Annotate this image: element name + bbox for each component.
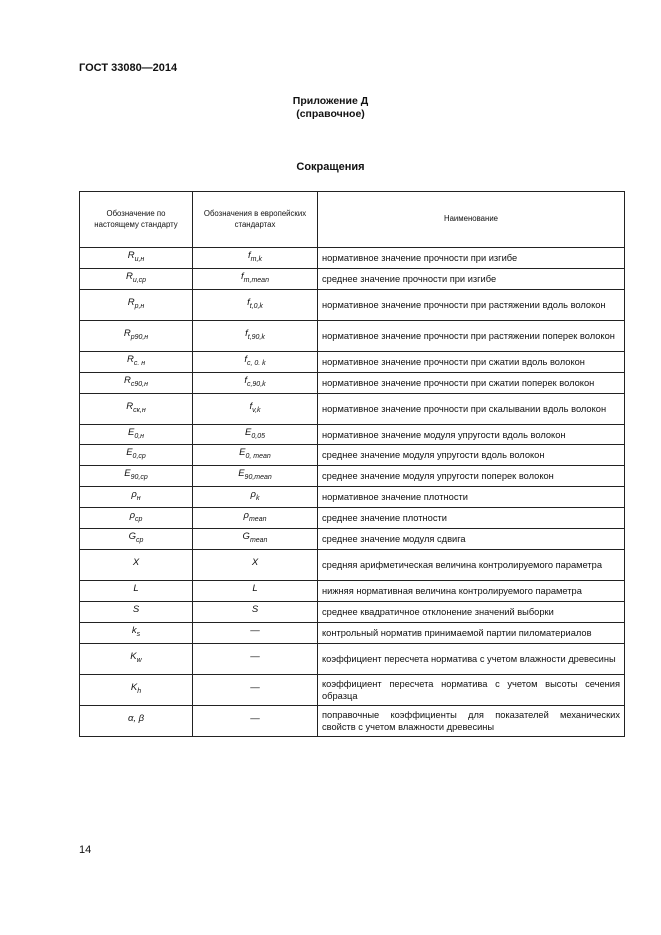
table-row <box>80 643 625 674</box>
term-name: нормативное значение плотности <box>318 487 625 508</box>
symbol-subscript: m,mean <box>243 276 269 284</box>
symbol-subscript: m,k <box>250 255 262 263</box>
term-name: среднее значение модуля упругости поперек волокон <box>318 466 625 487</box>
national-symbol <box>80 424 193 445</box>
symbol-base: R <box>126 353 134 365</box>
national-symbol <box>80 268 193 289</box>
symbol-base: K <box>130 650 137 662</box>
term-name: средняя арифметическая величина контролируемого параметра <box>318 549 625 580</box>
table-row <box>80 580 625 601</box>
appendix-title: Приложение Д <box>292 95 369 107</box>
symbol-base: K <box>130 681 138 693</box>
term-name: среднее значение модуля упругости вдоль волокон <box>318 445 625 466</box>
symbol-subscript: ск,н <box>133 406 146 414</box>
symbol-subscript: u,н <box>134 255 145 263</box>
symbol-subscript: u,ср <box>132 276 147 284</box>
national-symbol <box>80 372 193 393</box>
symbol-base: f <box>245 327 248 339</box>
symbol-base: X <box>132 556 140 568</box>
symbol-subscript: 0, mean <box>245 453 271 461</box>
symbol-base: E <box>245 426 252 438</box>
symbol-base: R <box>125 270 133 282</box>
european-symbol <box>193 372 318 393</box>
appendix-subtitle: (справочное) <box>296 108 365 120</box>
national-symbol <box>80 248 193 269</box>
symbol-base: G <box>128 531 136 543</box>
symbol-subscript: h <box>137 687 142 695</box>
national-symbol <box>80 674 193 705</box>
symbol-base: f <box>244 374 247 386</box>
european-symbol <box>193 705 318 736</box>
national-symbol <box>80 351 193 372</box>
term-name: среднее квадратичное отклонение значений выборки <box>318 601 625 622</box>
symbol-subscript: c90,н <box>130 380 148 388</box>
page-number: 14 <box>79 844 92 856</box>
table-row <box>80 466 625 487</box>
symbol-subscript: c. н <box>133 359 146 367</box>
symbol-base: E <box>127 426 135 438</box>
term-name: нормативное значение прочности при растяжении вдоль волокон <box>318 289 625 320</box>
european-symbol <box>193 529 318 550</box>
table-header-row <box>80 192 625 248</box>
european-symbol <box>193 424 318 445</box>
symbol-subscript: v,k <box>252 406 261 414</box>
symbol-subscript: н <box>136 495 141 503</box>
appendix-heading <box>0 95 661 121</box>
symbol-base: G <box>242 531 250 543</box>
symbol-base: S <box>132 603 140 615</box>
national-symbol <box>80 466 193 487</box>
european-symbol <box>193 643 318 674</box>
table-row <box>80 601 625 622</box>
european-symbol <box>193 289 318 320</box>
table-row <box>80 674 625 705</box>
symbol-base: f <box>247 296 250 308</box>
symbol-base: E <box>239 447 246 459</box>
term-name: нормативное значение прочности при сжатии вдоль волокон <box>318 351 625 372</box>
national-symbol <box>80 601 193 622</box>
symbol-subscript: 0,н <box>134 432 145 440</box>
term-name: контрольный норматив принимаемой партии пиломатериалов <box>318 622 625 643</box>
symbol-base: L <box>133 582 139 594</box>
symbol-subscript: s <box>136 630 141 638</box>
symbol-base: — <box>250 624 260 636</box>
symbol-base: S <box>251 603 259 615</box>
national-symbol <box>80 549 193 580</box>
national-symbol <box>80 487 193 508</box>
symbol-base: — <box>250 681 260 693</box>
term-name: среднее значение плотности <box>318 508 625 529</box>
table-row <box>80 248 625 269</box>
table-row <box>80 705 625 736</box>
term-name: поправочные коэффициенты для показателей механических свойств с учетом влажности древесины <box>318 705 625 736</box>
symbol-base: f <box>249 400 253 412</box>
symbol-base: R <box>127 250 135 261</box>
national-symbol <box>80 529 193 550</box>
symbol-base: E <box>126 447 133 459</box>
european-symbol <box>193 320 318 351</box>
european-symbol <box>193 445 318 466</box>
table-row <box>80 320 625 351</box>
term-name: среднее значение прочности при изгибе <box>318 268 625 289</box>
symbol-base: R <box>126 400 134 412</box>
national-symbol <box>80 320 193 351</box>
header-national-designation: Обозначение по настоящему стандарту <box>80 192 193 248</box>
table-body <box>80 248 625 737</box>
table-row <box>80 351 625 372</box>
european-symbol <box>193 674 318 705</box>
national-symbol <box>80 643 193 674</box>
european-symbol <box>193 393 318 424</box>
table-row <box>80 289 625 320</box>
section-title: Сокращения <box>296 161 365 173</box>
table-row <box>80 529 625 550</box>
table-row <box>80 268 625 289</box>
national-symbol <box>80 445 193 466</box>
table-row <box>80 393 625 424</box>
symbol-subscript: p90,н <box>130 333 149 341</box>
symbol-subscript: mean <box>249 536 268 544</box>
symbol-subscript: t,90,k <box>247 333 265 341</box>
table-row <box>80 549 625 580</box>
symbol-base: R <box>124 374 131 386</box>
national-symbol <box>80 705 193 736</box>
symbol-base: L <box>252 582 258 594</box>
national-symbol <box>80 622 193 643</box>
symbol-subscript: 90,ср <box>130 474 148 482</box>
european-symbol <box>193 466 318 487</box>
symbol-subscript: c,90,k <box>246 380 266 388</box>
symbol-subscript: p,н <box>134 302 145 310</box>
national-symbol <box>80 289 193 320</box>
national-symbol <box>80 580 193 601</box>
symbol-subscript: 90,mean <box>244 474 272 482</box>
symbol-subscript: k <box>255 495 260 503</box>
term-name: коэффициент пересчета норматива с учетом высоты сечения образца <box>318 674 625 705</box>
symbol-base: ρ <box>131 489 137 501</box>
symbol-base: k <box>131 624 137 636</box>
document-code: ГОСТ 33080—2014 <box>79 62 178 74</box>
european-symbol <box>193 601 318 622</box>
symbol-base: E <box>238 468 245 480</box>
term-name: нормативное значение прочности при растяжении поперек волокон <box>318 320 625 351</box>
european-symbol <box>193 622 318 643</box>
table-row <box>80 424 625 445</box>
table-row <box>80 372 625 393</box>
symbol-subscript: 0,05 <box>251 432 265 440</box>
symbol-subscript: mean <box>248 516 267 524</box>
term-name: нормативное значение модуля упругости вдоль волокон <box>318 424 625 445</box>
term-name: нижняя нормативная величина контролируемого параметра <box>318 580 625 601</box>
table-row <box>80 445 625 466</box>
symbol-base: — <box>250 712 260 724</box>
european-symbol <box>193 549 318 580</box>
symbol-base: — <box>250 650 260 662</box>
symbol-base: f <box>244 353 247 365</box>
european-symbol <box>193 248 318 269</box>
european-symbol <box>193 268 318 289</box>
abbreviations-table <box>79 191 625 737</box>
symbol-base: X <box>251 556 259 568</box>
header-european-designation: Обозначения в европейских стандартах <box>193 192 318 248</box>
term-name: нормативное значение прочности при сжатии поперек волокон <box>318 372 625 393</box>
european-symbol <box>193 487 318 508</box>
table-row <box>80 508 625 529</box>
term-name: коэффициент пересчета норматива с учетом влажности древесины <box>318 643 625 674</box>
symbol-subscript: c, 0. k <box>246 359 266 367</box>
header-name: Наименование <box>318 192 625 248</box>
symbol-base: ρ <box>129 510 136 522</box>
european-symbol <box>193 351 318 372</box>
european-symbol <box>193 508 318 529</box>
symbol-subscript: t,0,k <box>249 302 263 310</box>
symbol-subscript: w <box>136 656 142 664</box>
symbol-subscript: ср <box>135 516 143 524</box>
symbol-base: E <box>124 468 131 480</box>
symbol-base: ρ <box>243 510 249 522</box>
table-row <box>80 487 625 508</box>
term-name: нормативное значение прочности при скалывании вдоль волокон <box>318 393 625 424</box>
national-symbol <box>80 508 193 529</box>
symbol-subscript: 0,ср <box>132 453 146 461</box>
symbol-subscript: ср <box>135 536 144 544</box>
symbol-base: α, β <box>127 712 145 724</box>
european-symbol <box>193 580 318 601</box>
symbol-base: ρ <box>250 489 256 501</box>
symbol-base: f <box>241 270 244 282</box>
symbol-base: R <box>123 327 131 339</box>
national-symbol <box>80 393 193 424</box>
symbol-base: R <box>127 296 135 308</box>
symbol-base: f <box>248 250 251 261</box>
term-name: среднее значение модуля сдвига <box>318 529 625 550</box>
term-name: нормативное значение прочности при изгибе <box>318 248 625 269</box>
table-row <box>80 622 625 643</box>
